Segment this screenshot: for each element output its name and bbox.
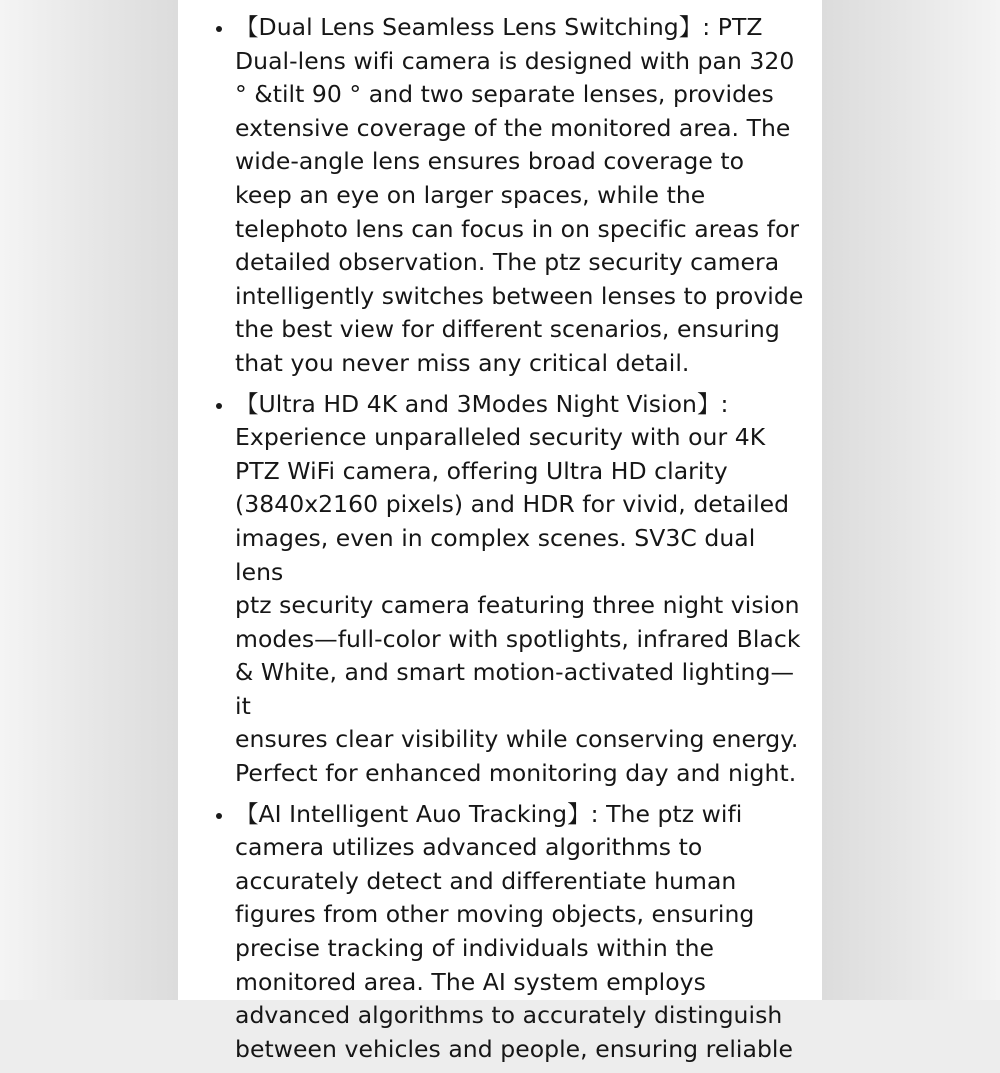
page-background-left — [0, 0, 178, 1000]
feature-bullet-list — [178, 11, 822, 1073]
feature-bullet-item — [178, 798, 822, 1067]
product-description-panel[interactable] — [178, 0, 822, 1063]
feature-bullet-item — [178, 11, 822, 381]
feature-bullet-text: 【Dual Lens Seamless Lens Switching】: PTZ Dual-lens wifi camera is designed with pan 320 ° &tilt 90 ° and two separate lenses, provides extensive coverage of the monitored area. The wide-angle lens ensures broad coverage to keep an eye on larger spaces, while the telephoto lens can focus in on specific areas for detailed observation. The ptz security camera intelligently switches between lenses to provide the best view for different scenarios, ensuring that you never miss any critical detail. — [235, 13, 804, 377]
bullet-dot-icon — [216, 813, 222, 819]
feature-bullet-item — [178, 388, 822, 791]
feature-bullet-text: 【Ultra HD 4K and 3Modes Night Vision】: Experience unparalleled security with our 4K PTZ WiFi camera, offering Ultra HD clarity (3840x2160 pixels) and HDR for vivid, detailed images, even in complex scenes. SV3C dual lens ptz security camera featuring three night vision modes—full-color with spotlights, infrared Black & White, and smart motion-activated lighting—it ensures clear visibility while conserving energy. Perfect for enhanced monitoring day and night. — [235, 389, 801, 788]
bullet-dot-icon — [216, 403, 222, 409]
feature-bullet-text: 【AI Intelligent Auo Tracking】: The ptz wifi camera utilizes advanced algorithms to accurately detect and differentiate human figures from other moving objects, ensuring precise tracking of individuals within the monitored area. The AI system employs advanced algorithms to accurately distinguish between vehicles and people, ensuring reliable — [235, 799, 794, 1063]
page-background-right — [822, 0, 1000, 1000]
bullet-dot-icon — [216, 26, 222, 32]
